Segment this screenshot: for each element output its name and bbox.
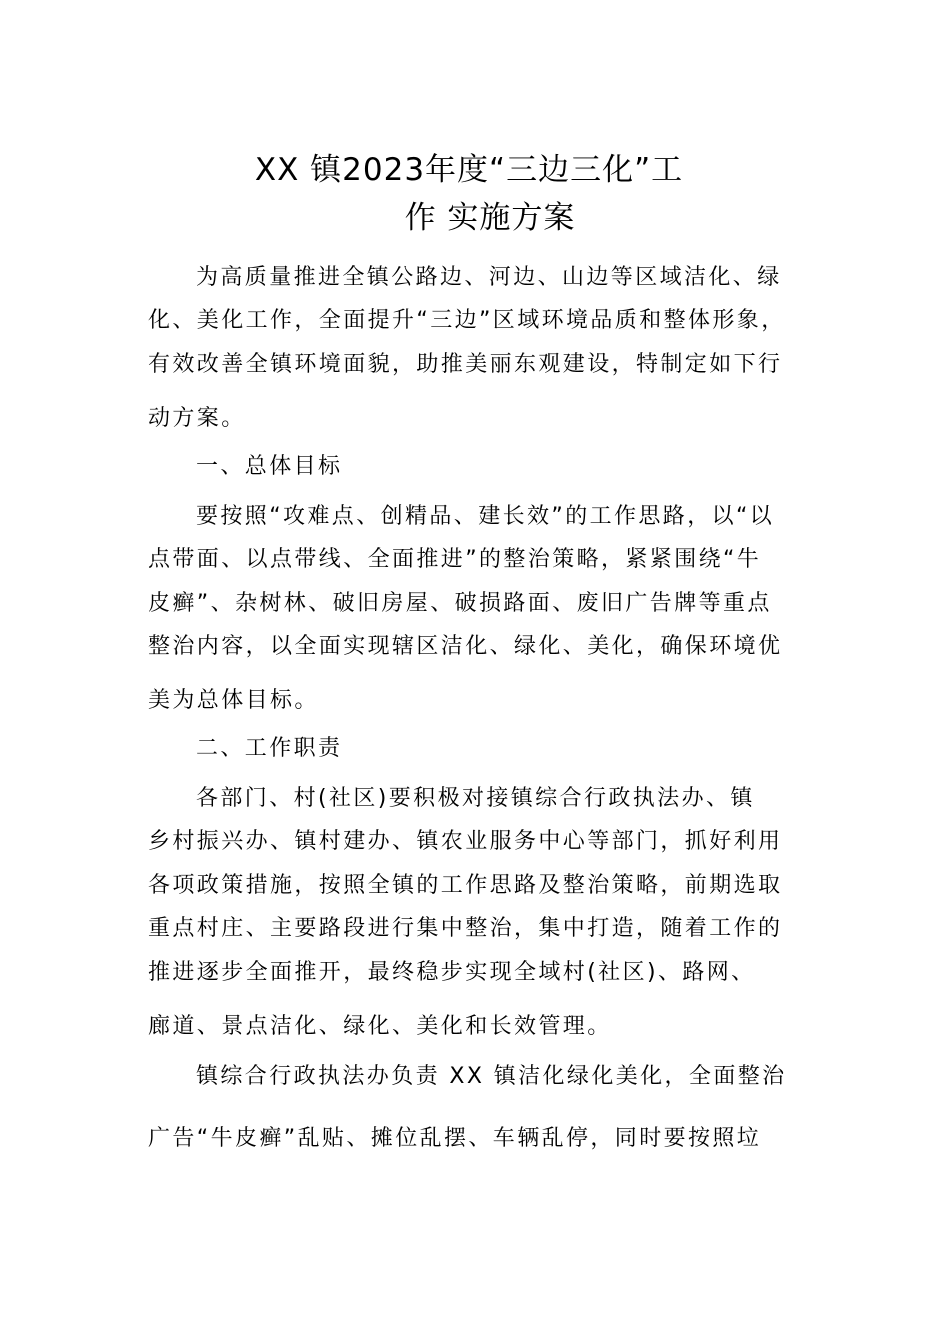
paragraph-goal-line-3: 皮癣”、杂树林、破旧房屋、破损路面、废旧广告牌等重点	[148, 591, 772, 616]
paragraph-office-line-1: 镇综合行政执法办负责 XX 镇洁化绿化美化，全面整治	[196, 1064, 787, 1089]
paragraph-duty-line-2: 乡村振兴办、镇村建办、镇农业服务中心等部门，抓好利用	[148, 829, 783, 854]
paragraph-goal-line-4: 整治内容，以全面实现辖区洁化、绿化、美化，确保环境优	[148, 634, 783, 659]
paragraph-goal-line-5: 美为总体目标。	[148, 688, 319, 713]
paragraph-duty-line-6: 廊道、景点洁化、绿化、美化和长效管理。	[148, 1014, 612, 1039]
paragraph-duty-line-5: 推进逐步全面推开，最终稳步实现全域村(社区)、路网、	[148, 960, 756, 985]
paragraph-goal-line-1: 要按照“攻难点、创精品、建长效”的工作思路，以“以	[196, 504, 775, 529]
paragraph-office-line-2: 广告“牛皮癣”乱贴、摊位乱摆、车辆乱停，同时要按照垃	[148, 1126, 762, 1151]
document-title-line-1: XX 镇2023年度“三边三化”工	[254, 152, 684, 188]
paragraph-duty-line-4: 重点村庄、主要路段进行集中整治，集中打造，随着工作的	[148, 916, 783, 941]
section-heading-2: 二、工作职责	[196, 736, 343, 761]
paragraph-intro-line-2: 化、美化工作，全面提升“三边”区域环境品质和整体形象，	[148, 308, 786, 333]
paragraph-duty-line-1: 各部门、村(社区)要积极对接镇综合行政执法办、镇	[196, 786, 755, 811]
paragraph-intro-line-3: 有效改善全镇环境面貌，助推美丽东观建设，特制定如下行	[148, 352, 783, 377]
paragraph-intro-line-4: 动方案。	[148, 406, 246, 431]
document-title-line-2: 作 实施方案	[404, 200, 576, 236]
paragraph-intro-line-1: 为高质量推进全镇公路边、河边、山边等区域洁化、绿	[196, 265, 782, 290]
paragraph-duty-line-3: 各项政策措施，按照全镇的工作思路及整治策略，前期选取	[148, 873, 783, 898]
paragraph-goal-line-2: 点带面、以点带线、全面推进”的整治策略，紧紧围绕“牛	[148, 547, 762, 572]
section-heading-1: 一、总体目标	[196, 454, 343, 479]
